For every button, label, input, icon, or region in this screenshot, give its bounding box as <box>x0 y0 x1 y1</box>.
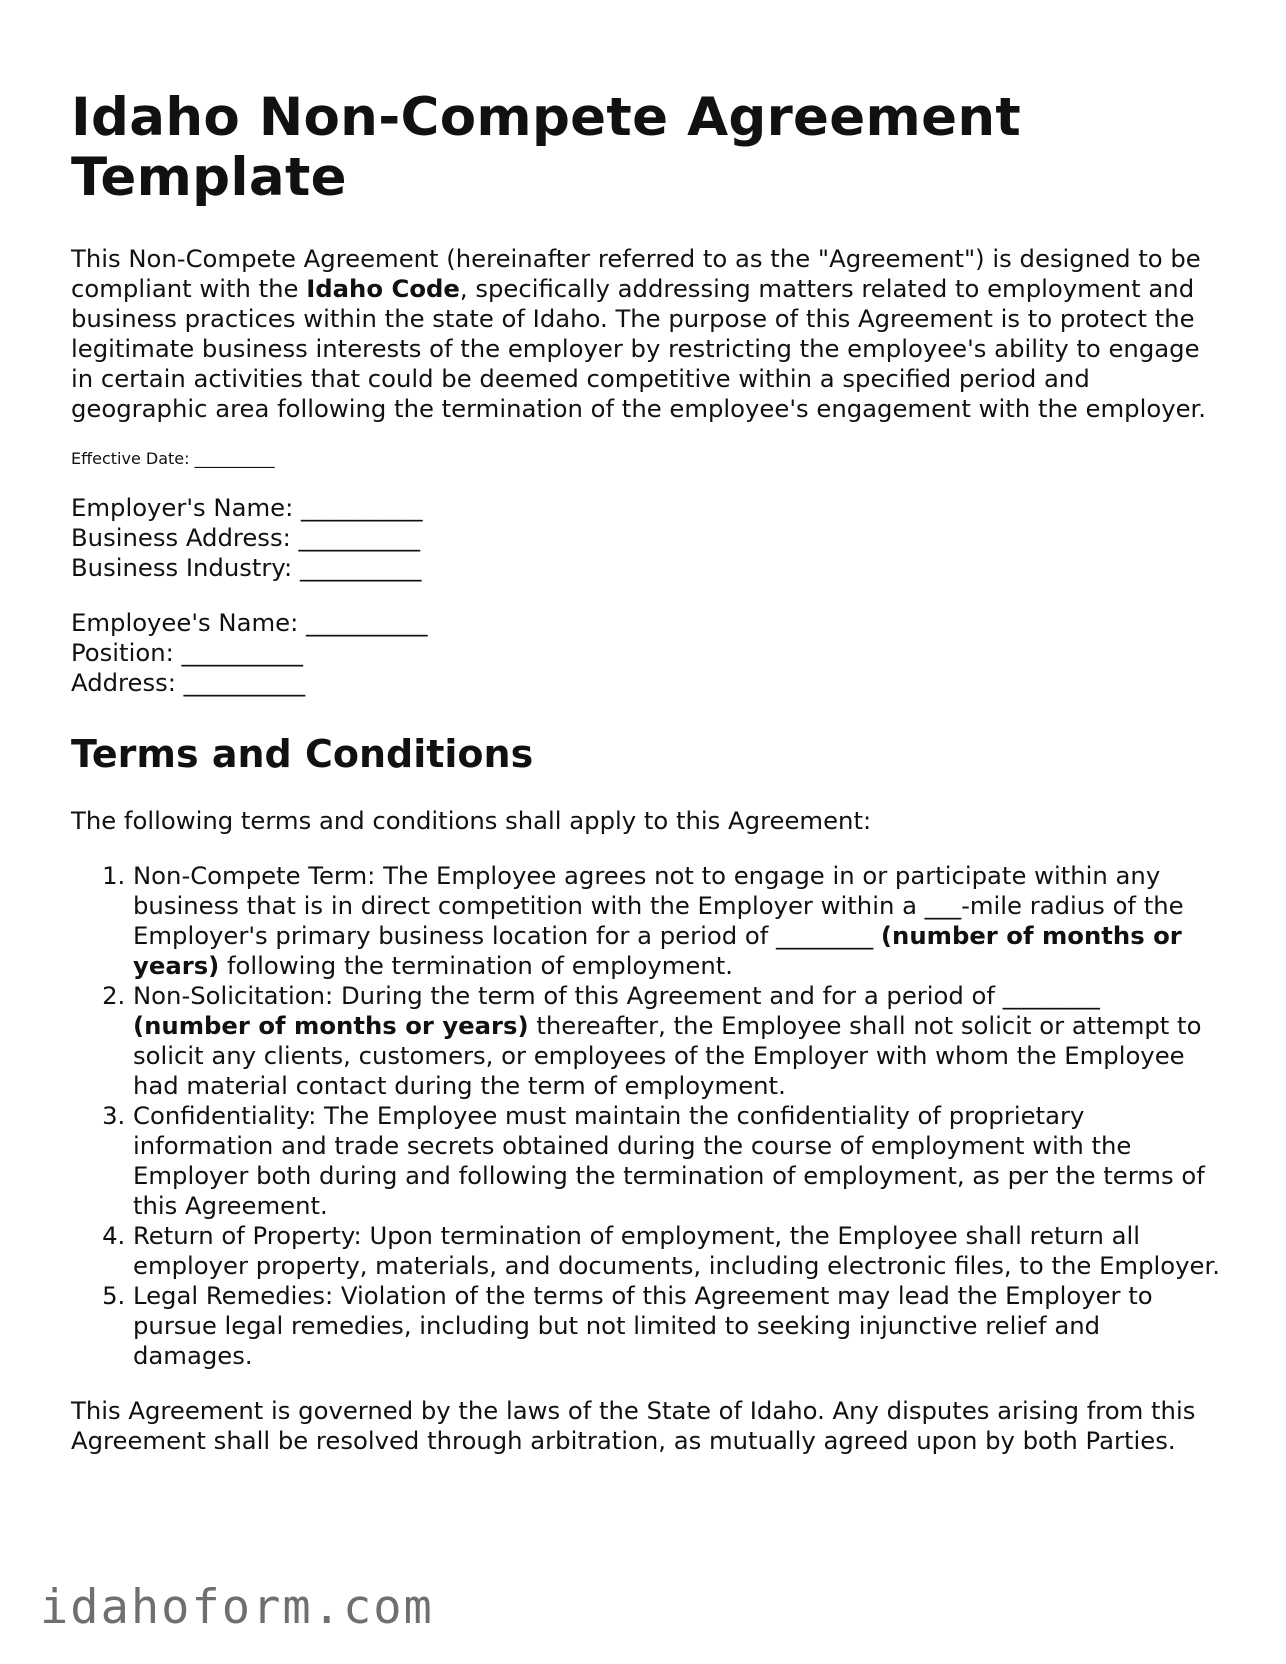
closing-paragraph: This Agreement is governed by the laws of the State of Idaho. Any disputes arising from this Agreement shall be resolved through arbitration, as mutually agreed upon by both Parties. <box>71 1396 1196 1455</box>
term-item <box>133 1221 1221 1281</box>
term-bold: (number of months or years) <box>133 1011 529 1040</box>
term-item <box>133 1281 1221 1371</box>
term-text-end: thereafter, the Employee shall not solicit or attempt to solicit any clients, customers, or employees of the Employer with whom the Employee had material contact during the term of employment. <box>133 1011 1202 1100</box>
watermark-text: idahoform.com <box>40 1580 434 1635</box>
term-text-end: following the termination of employment. <box>219 951 733 980</box>
position-field[interactable]: Position: __________ <box>71 638 303 667</box>
term-bold: (number of months or years) <box>133 921 1182 980</box>
terms-lead: The following terms and conditions shall apply to this Agreement: <box>71 806 872 835</box>
term-text: Confidentiality: The Employee must maintain the confidentiality of proprietary information and trade secrets obtained during the course of employment with the Employer both during and following the termination of employment, as per the terms of this Agreement. <box>133 1101 1205 1220</box>
business-address-field[interactable]: Business Address: __________ <box>71 523 421 552</box>
term-item <box>133 1101 1221 1221</box>
employee-name-field[interactable]: Employee's Name: __________ <box>71 608 428 637</box>
term-text: Legal Remedies: Violation of the terms of this Agreement may lead the Employer to pursue legal remedies, including but not limited to seeking injunctive relief and damages. <box>133 1281 1153 1370</box>
term-text: Return of Property: Upon termination of employment, the Employee shall return all employer property, materials, and documents, including electronic files, to the Employer. <box>133 1221 1220 1280</box>
employee-info-group <box>71 608 1221 698</box>
term-text: Non-Compete Term: The Employee agrees not to engage in or participate within any business that is in direct competition with the Employer within a ___-mile radius of the Employer's primary business location for a period of ________ <box>133 861 1184 950</box>
employer-name-field[interactable]: Employer's Name: __________ <box>71 493 423 522</box>
term-text: Non-Solicitation: During the term of this Agreement and for a period of ________ <box>133 981 1100 1010</box>
intro-paragraph <box>71 244 1221 424</box>
effective-date-field[interactable]: Effective Date: __________ <box>71 449 275 468</box>
address-field[interactable]: Address: __________ <box>71 668 306 697</box>
page-title: Idaho Non-Compete Agreement Template <box>71 87 1021 208</box>
term-item <box>133 861 1221 981</box>
terms-heading: Terms and Conditions <box>71 732 534 776</box>
effective-date-group <box>71 449 1221 468</box>
business-industry-field[interactable]: Business Industry: __________ <box>71 553 422 582</box>
intro-text-end: , specifically addressing matters related to employment and business practices within the state of Idaho. The purpose of this Agreement is to protect the legitimate business interests of the employer by restricting the employee's ability to engage in certain activities that could be deemed competitive within a specified period and geographic area following the termination of the employee's engagement with the employer. <box>71 274 1207 423</box>
employer-info-group <box>71 493 1221 583</box>
intro-bold-code: Idaho Code <box>306 274 460 303</box>
document-page <box>71 88 1221 1456</box>
terms-list <box>71 861 1221 1371</box>
term-item <box>133 981 1221 1101</box>
intro-text-start: This Non-Compete Agreement (hereinafter referred to as the "Agreement") is designed to be compliant with the <box>71 244 1201 303</box>
